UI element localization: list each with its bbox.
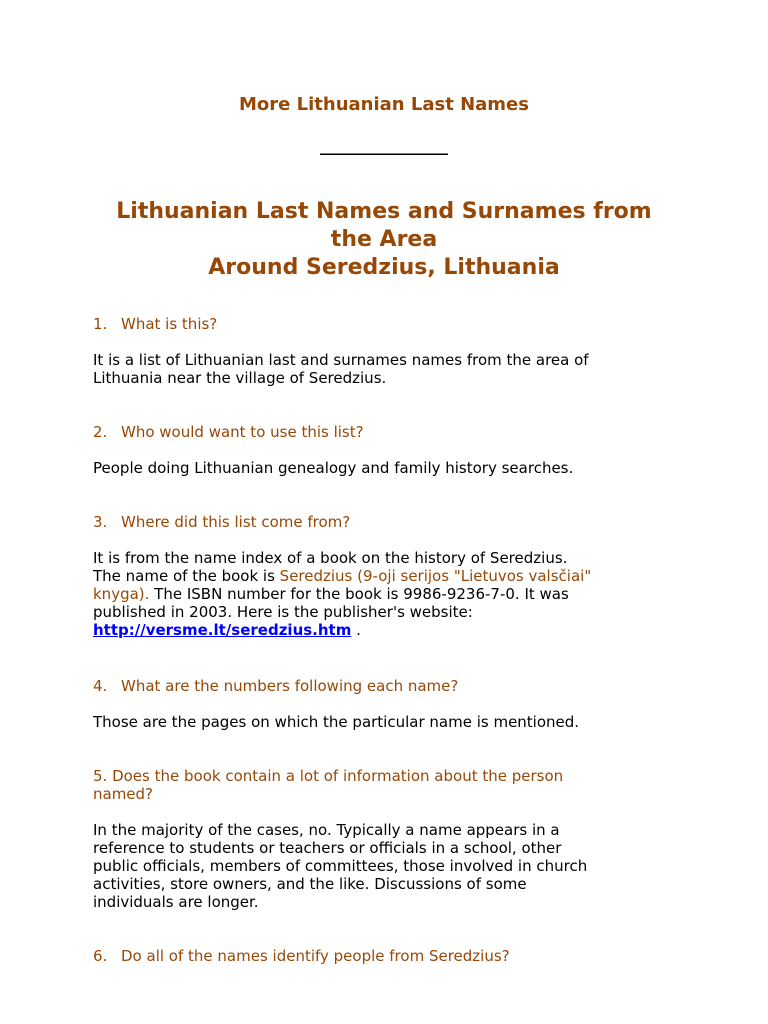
answer-3 [93, 549, 693, 639]
question-3 [93, 513, 693, 531]
answer-4-line-1: Those are the pages on which the particular name is mentioned. [93, 713, 580, 731]
publisher-website-link[interactable]: http://versme.lt/seredzius.htm [93, 621, 352, 639]
answer-3-line-1: It is from the name index of a book on the history of Seredzius. [93, 549, 568, 567]
question-5 [93, 767, 693, 803]
answer-3-link-suffix: . [351, 621, 361, 639]
main-heading-line-1: Lithuanian Last Names and Surnames from [116, 199, 652, 224]
answer-3-line-5 [93, 621, 693, 639]
main-heading-line-2: the Area [330, 227, 438, 252]
main-heading-line-3: Around Seredzius, Lithuania [208, 255, 560, 280]
question-6-number: 6. [93, 947, 108, 965]
answer-3-line-2 [93, 567, 693, 585]
answer-5-line-4: activities, store owners, and the like. Discussions of some [93, 875, 527, 893]
answer-2-line-1: People doing Lithuanian genealogy and family history searches. [93, 459, 574, 477]
book-title: Seredzius (9-oji serijos "Lietuvos valsčiai" [279, 567, 592, 585]
question-3-number: 3. [93, 513, 108, 531]
answer-5 [93, 821, 693, 911]
question-5-line-2: named? [93, 785, 154, 803]
question-4-number: 4. [93, 677, 108, 695]
answer-5-line-5: individuals are longer. [93, 893, 259, 911]
main-heading [0, 198, 768, 282]
answer-3-line-2-text: The name of the book is [93, 567, 280, 585]
question-1-number: 1. [93, 315, 108, 333]
question-2 [93, 423, 693, 441]
answer-5-line-3: public officials, members of committees, those involved in church [93, 857, 588, 875]
question-4-text: What are the numbers following each name? [121, 677, 459, 695]
answer-1-line-2: Lithuania near the village of Seredzius. [93, 369, 387, 387]
answer-3-line-4: published in 2003. Here is the publisher's website: [93, 603, 473, 621]
answer-2 [93, 459, 693, 477]
answer-1-line-1: It is a list of Lithuanian last and surnames names from the area of [93, 351, 589, 369]
answer-1 [93, 351, 693, 387]
answer-5-line-2: reference to students or teachers or officials in a school, other [93, 839, 562, 857]
answer-3-isbn-text: The ISBN number for the book is 9986-9236-7-0. It was [149, 585, 569, 603]
question-1 [93, 315, 693, 333]
question-3-text: Where did this list come from? [121, 513, 351, 531]
question-6 [93, 947, 693, 965]
book-title-continued: knyga). [93, 585, 150, 603]
question-6-text: Do all of the names identify people from Seredzius? [121, 947, 510, 965]
separator-line: ________________ [320, 136, 448, 155]
answer-4 [93, 713, 693, 731]
answer-5-line-1: In the majority of the cases, no. Typically a name appears in a [93, 821, 560, 839]
question-2-number: 2. [93, 423, 108, 441]
question-1-text: What is this? [121, 315, 218, 333]
page-title: More Lithuanian Last Names [239, 94, 529, 115]
answer-3-line-3 [93, 585, 693, 603]
question-4 [93, 677, 693, 695]
question-2-text: Who would want to use this list? [121, 423, 364, 441]
question-5-line-1: 5. Does the book contain a lot of information about the person [93, 767, 564, 785]
